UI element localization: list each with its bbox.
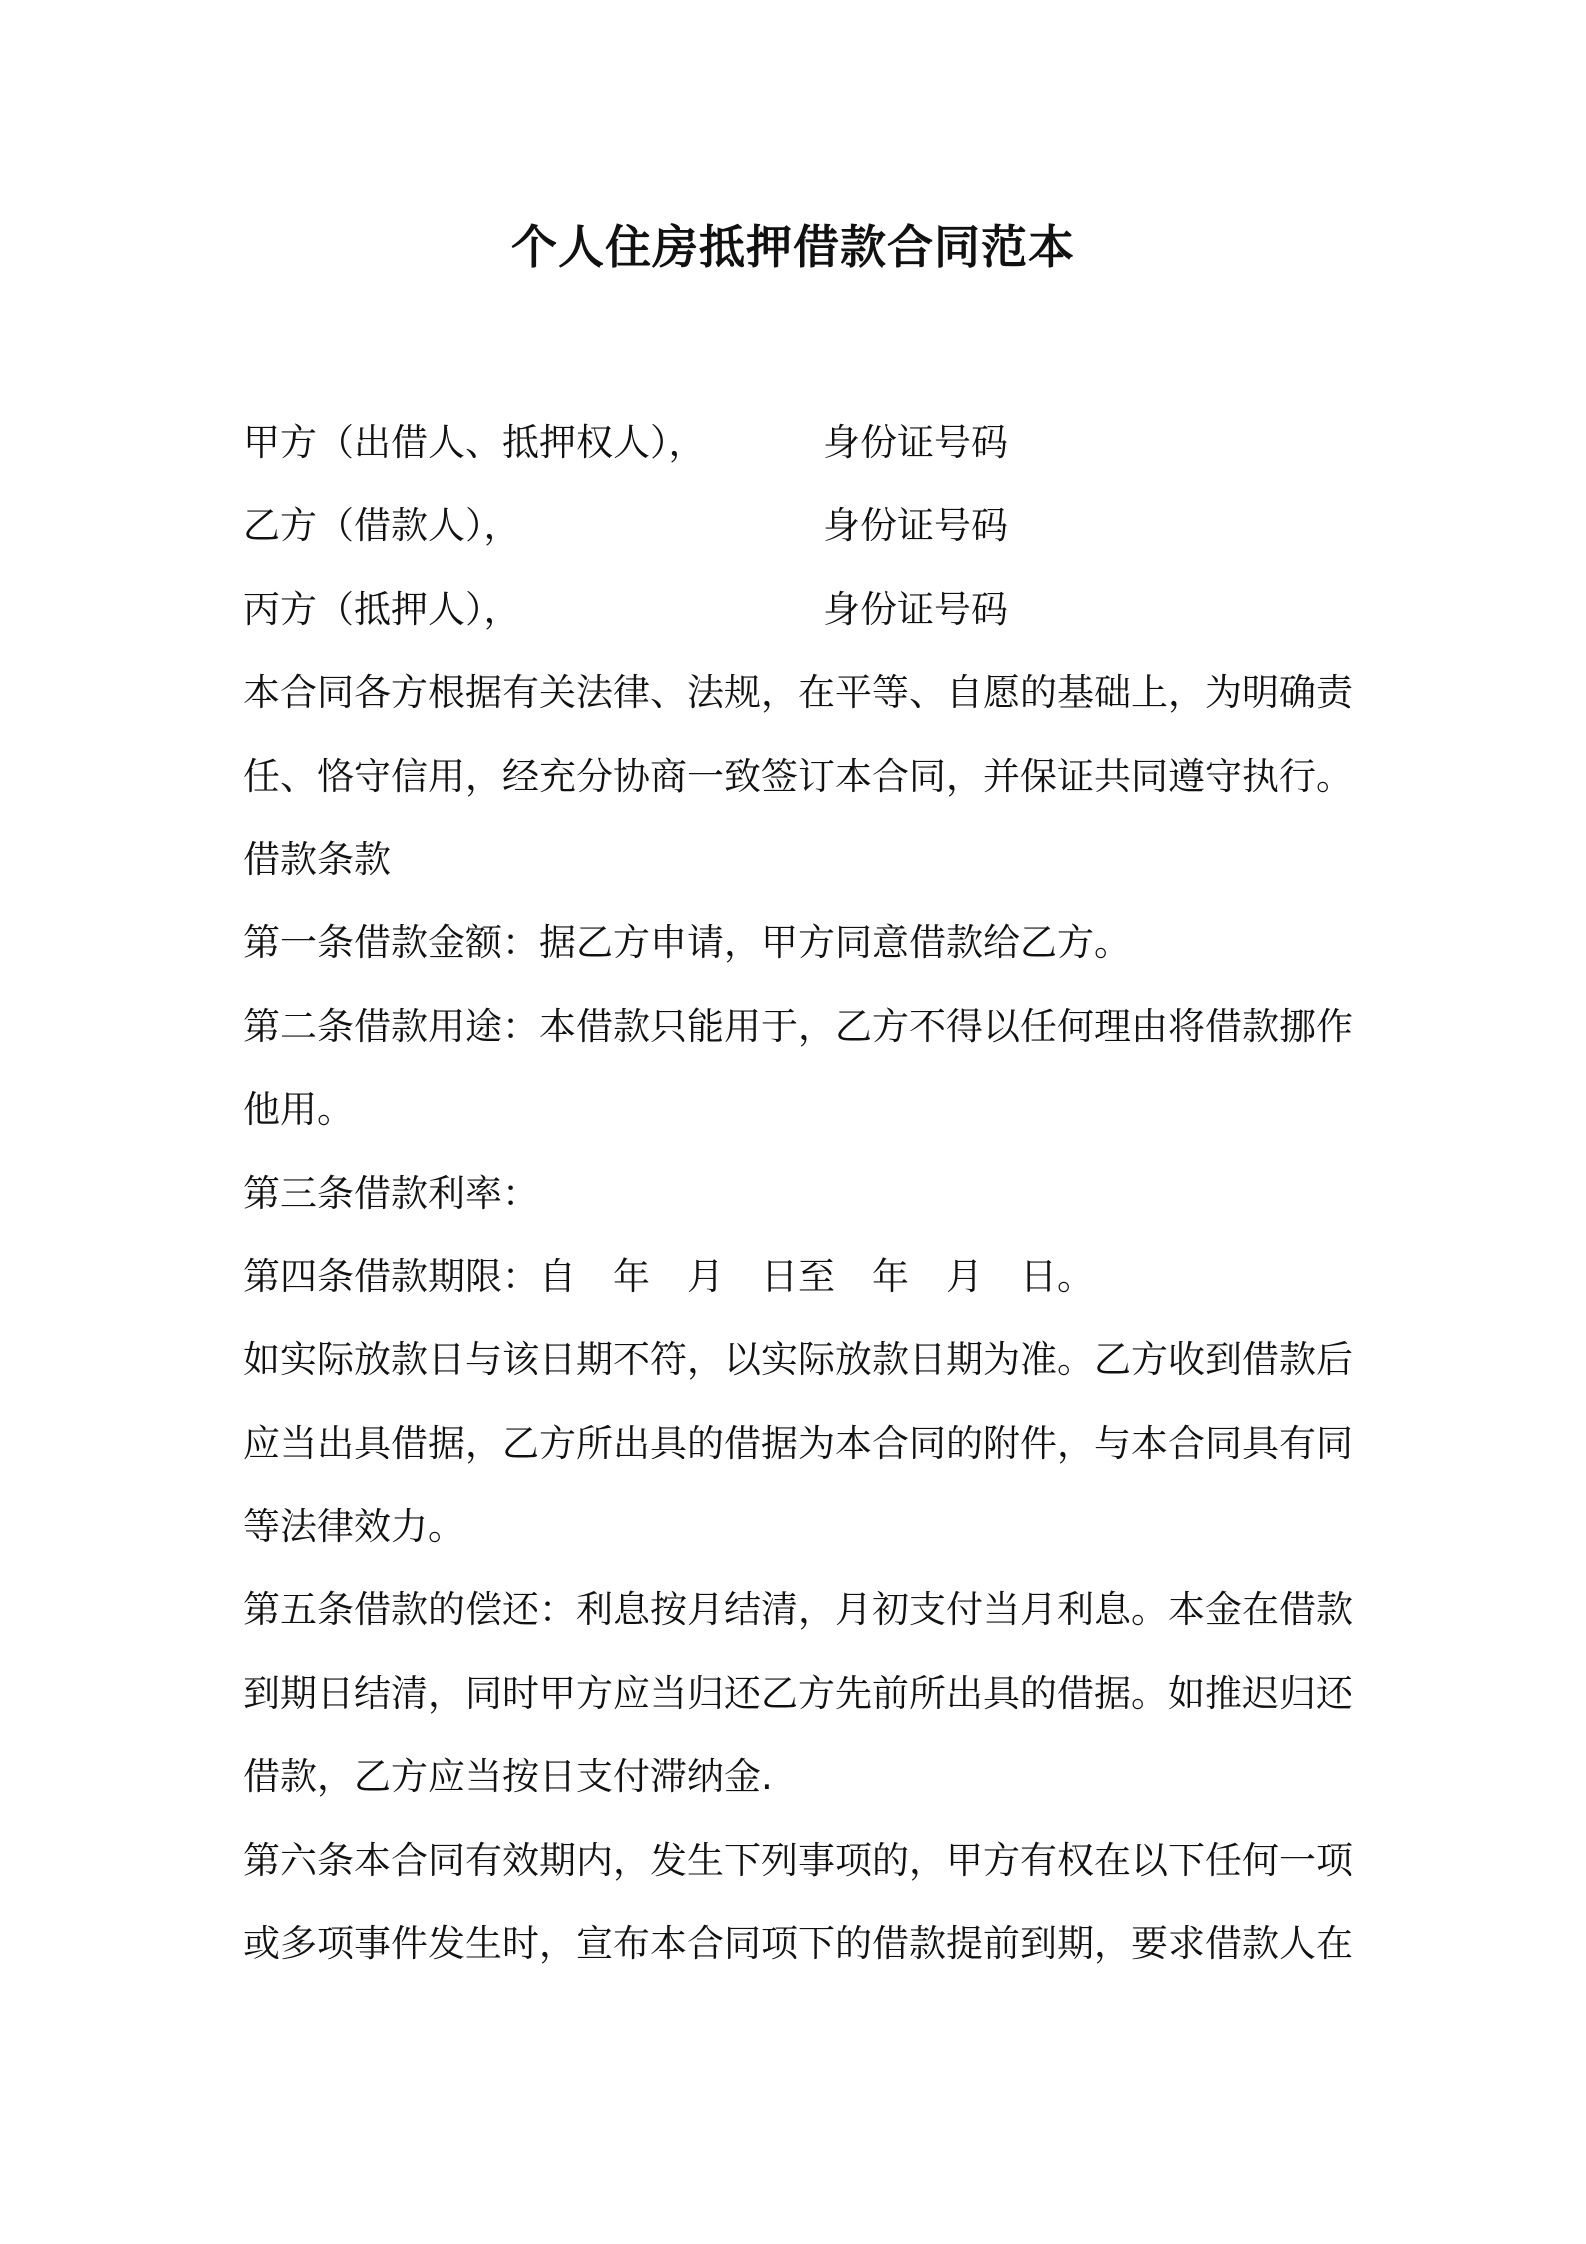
party-label: 甲方（出借人、抵押权人）， bbox=[243, 421, 706, 464]
clause-line: 第三条借款利率： bbox=[243, 1171, 539, 1215]
party-label: 丙方（抵押人）， bbox=[243, 587, 521, 631]
clause-line: 第五条借款的偿还：利息按月结清，月初支付当月利息。本金在借款 bbox=[243, 1588, 1353, 1632]
clause-line: 借款，乙方应当按日支付滞纳金. bbox=[243, 1755, 773, 1799]
clause-line: 或多项事件发生时，宣布本合同项下的借款提前到期，要求借款人在 bbox=[243, 1922, 1353, 1966]
party-line-yi bbox=[243, 484, 1363, 567]
party-id-label: 身份证号码 bbox=[823, 587, 1008, 631]
clause-line: 第四条借款期限：自 年 月 日至 年 月 日。 bbox=[243, 1254, 1094, 1298]
party-id-label: 身份证号码 bbox=[823, 421, 1008, 464]
clause-line: 他用。 bbox=[243, 1088, 354, 1132]
clause-line: 等法律效力。 bbox=[243, 1505, 465, 1549]
clause-line: 应当出具借据，乙方所出具的借据为本合同的附件，与本合同具有同 bbox=[243, 1421, 1353, 1465]
party-line-bing bbox=[243, 568, 1363, 651]
clause-line: 第二条借款用途：本借款只能用于，乙方不得以任何理由将借款挪作 bbox=[243, 1004, 1353, 1048]
document-body bbox=[243, 401, 1363, 1985]
clause-line: 第一条借款金额：据乙方申请，甲方同意借款给乙方。 bbox=[243, 921, 1131, 965]
party-label: 乙方（借款人）， bbox=[243, 504, 521, 548]
clause-line: 第六条本合同有效期内，发生下列事项的，甲方有权在以下任何一项 bbox=[243, 1838, 1353, 1882]
clause-line: 如实际放款日与该日期不符，以实际放款日期为准。乙方收到借款后 bbox=[243, 1338, 1353, 1382]
document-title: 个人住房抵押借款合同范本 bbox=[511, 220, 1075, 274]
party-id-label: 身份证号码 bbox=[823, 504, 1008, 548]
body-line: 本合同各方根据有关法律、法规，在平等、自愿的基础上，为明确责 bbox=[243, 671, 1353, 715]
section-heading: 借款条款 bbox=[243, 837, 391, 881]
party-line-jia bbox=[243, 401, 1363, 484]
clause-line: 到期日结清，同时甲方应当归还乙方先前所出具的借据。如推迟归还 bbox=[243, 1671, 1353, 1715]
body-line: 任、恪守信用，经充分协商一致签订本合同，并保证共同遵守执行。 bbox=[243, 754, 1353, 798]
